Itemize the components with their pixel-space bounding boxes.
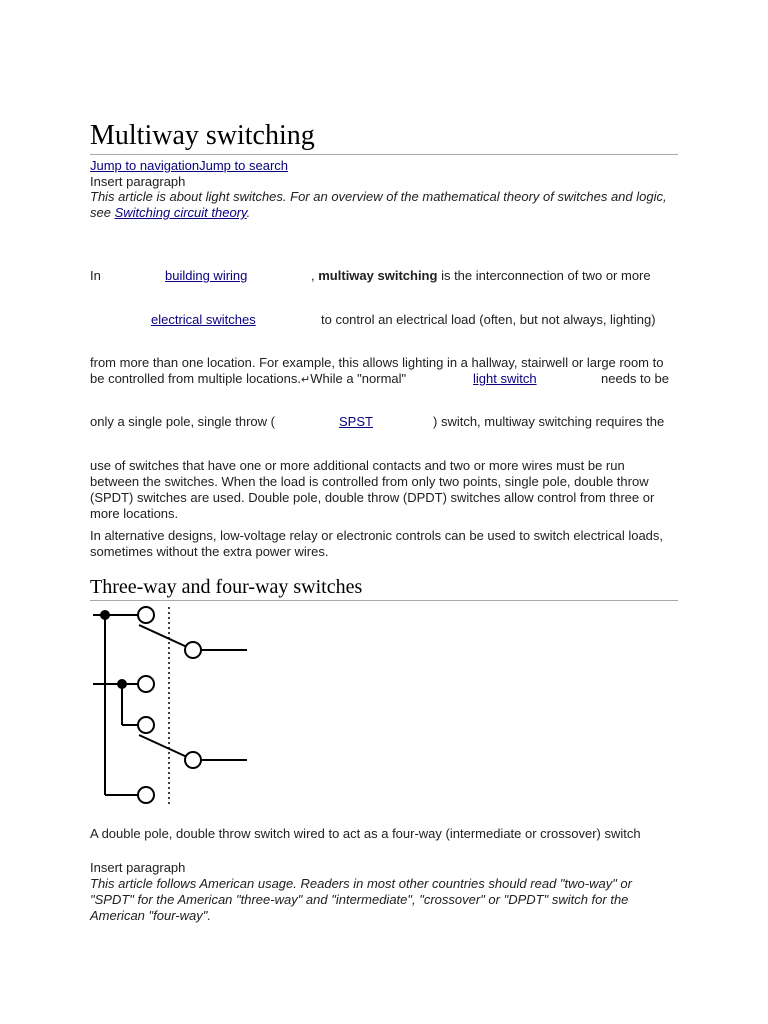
intro-line1-rest bbox=[311, 268, 651, 283]
figure-caption: A double pole, double throw switch wired to act as a four-way (intermediate or crossover) switch bbox=[90, 826, 641, 841]
return-glyph-icon: ↵ bbox=[301, 374, 311, 386]
hatnote-end: . bbox=[246, 205, 251, 220]
multiway-switching-term: multiway switching bbox=[318, 268, 438, 283]
intro-in: In bbox=[90, 268, 101, 283]
section-divider bbox=[90, 600, 678, 601]
pole-terminal-upper bbox=[185, 642, 201, 658]
switch-blade-lower bbox=[139, 735, 187, 757]
junction-dot-middle bbox=[118, 680, 126, 688]
contact-terminal-3 bbox=[138, 717, 154, 733]
electrical-switches-link[interactable]: electrical switches bbox=[151, 312, 256, 327]
intro-while: While a "normal" bbox=[310, 371, 407, 386]
junction-dot-top bbox=[101, 611, 109, 619]
building-wiring-link[interactable]: building wiring bbox=[165, 268, 248, 283]
insert-paragraph-label-2: Insert paragraph bbox=[90, 860, 186, 875]
intro-line5-end: ) switch, multiway switching requires the bbox=[433, 414, 665, 429]
intro-line2-rest: to control an electrical load (often, but not always, lighting) bbox=[321, 312, 656, 327]
intro-line3: from more than one location. For example, this allows lighting in a hallway, stairwell or large room to bbox=[90, 355, 664, 370]
jump-to-search-link[interactable]: Jump to search bbox=[199, 158, 288, 173]
pole-terminal-lower bbox=[185, 752, 201, 768]
page-title: Multiway switching bbox=[90, 120, 315, 151]
insert-paragraph-label: Insert paragraph bbox=[90, 174, 186, 189]
switching-circuit-theory-link[interactable]: Switching circuit theory bbox=[114, 205, 247, 220]
intro-line4-text: be controlled from multiple locations. bbox=[90, 371, 301, 386]
intro-line4-start bbox=[90, 371, 406, 386]
section-heading: Three-way and four-way switches bbox=[90, 576, 363, 598]
light-switch-link[interactable]: light switch bbox=[473, 371, 537, 386]
hatnote-text: This article is about light switches. For an overview of the mathematical theory of switches and logic, see bbox=[90, 189, 667, 220]
contact-terminal-2 bbox=[138, 676, 154, 692]
intro-rest: use of switches that have one or more additional contacts and two or more wires must be run between the switches. When the load is controlled from only two points, single pole, double throw (SPDT) switches are used. Double pole, double throw (DPDT) switches allow control from three or more locations. bbox=[90, 458, 655, 521]
contact-terminal-4 bbox=[138, 787, 154, 803]
intro-comma: , bbox=[311, 268, 315, 283]
dpdt-switch-diagram bbox=[90, 603, 260, 808]
jump-to-navigation-link[interactable]: Jump to navigation bbox=[90, 158, 200, 173]
hatnote bbox=[90, 189, 680, 221]
alternative-designs-paragraph: In alternative designs, low-voltage relay or electronic controls can be used to switch electrical loads, sometimes without the extra power wires. bbox=[90, 528, 664, 559]
contact-terminal-1 bbox=[138, 607, 154, 623]
intro-line5-start: only a single pole, single throw ( bbox=[90, 414, 275, 429]
jump-links bbox=[90, 158, 288, 173]
title-divider bbox=[90, 154, 678, 155]
intro-needs-to-be: needs to be bbox=[601, 371, 669, 386]
usage-note: This article follows American usage. Readers in most other countries should read "two-way" or "SPDT" for the American "three-way" and "intermediate", "crossover" or "DPDT" switch for the American "four-way". bbox=[90, 876, 632, 923]
intro-after-term: is the interconnection of two or more bbox=[441, 268, 651, 283]
switch-blade-upper bbox=[139, 625, 187, 647]
spst-link[interactable]: SPST bbox=[339, 414, 373, 429]
